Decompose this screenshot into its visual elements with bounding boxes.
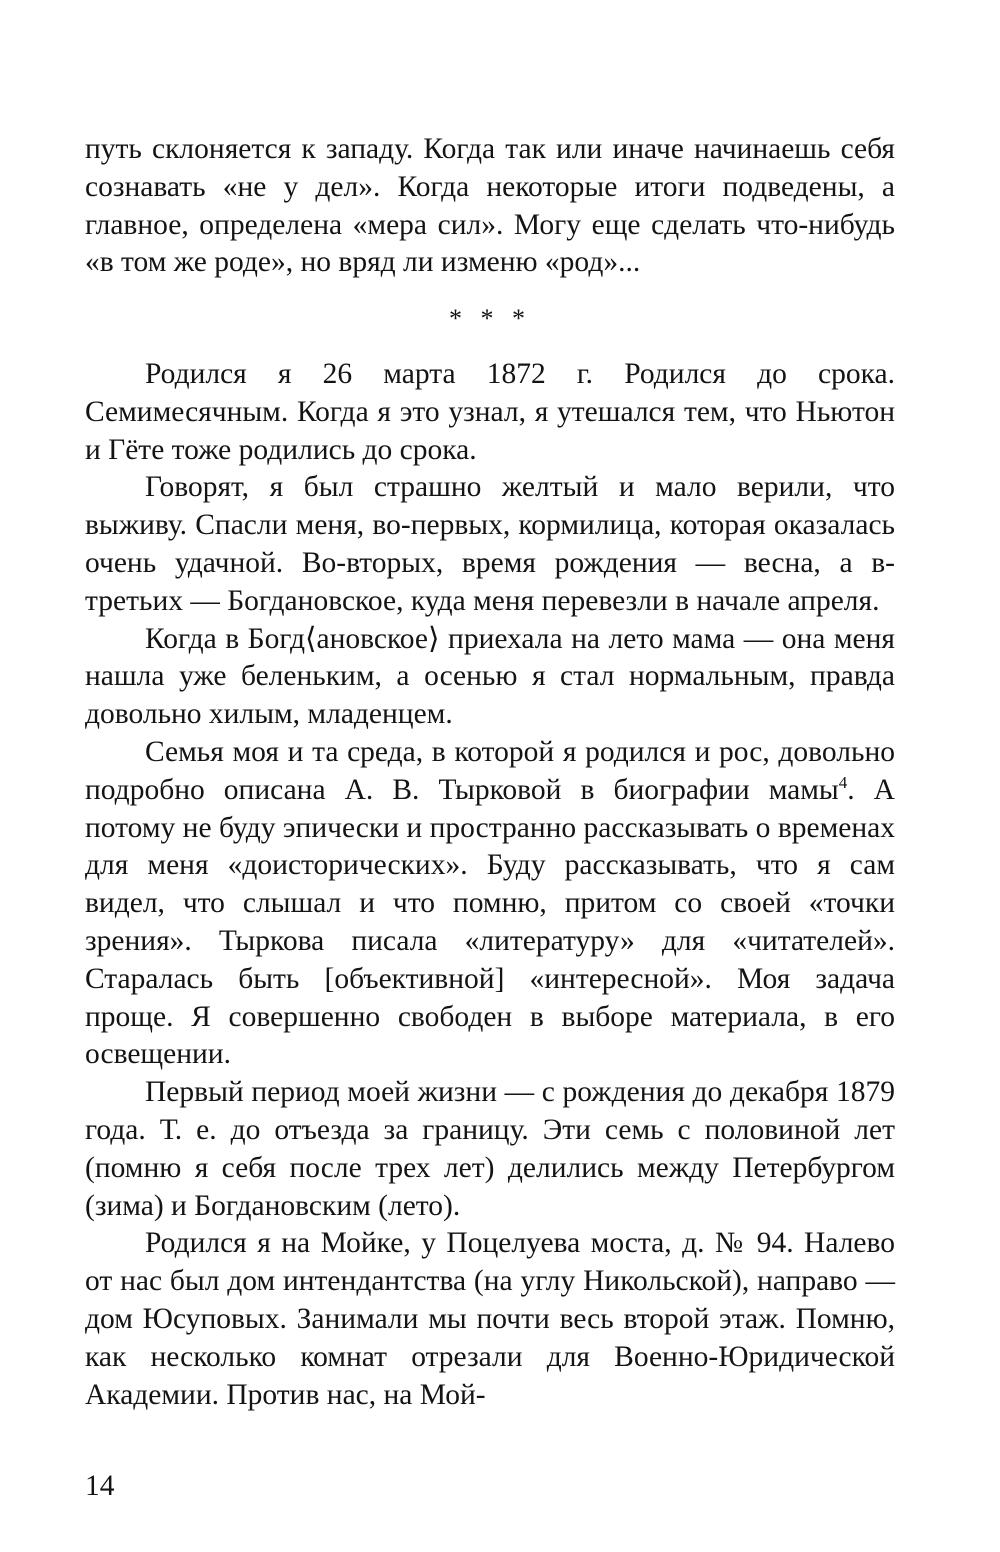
paragraph-continuation: путь склоняется к западу. Когда так или иначе начинаешь себя сознавать «не у дел». Когда некоторые итоги подведены, а главное, определена «мера сил». Могу еще сделать что-нибудь «в том же роде», но вряд ли изменю «род»... — [85, 133, 895, 279]
paragraph: Родился я на Мойке, у Поцелуева моста, д. № 94. Налево от нас был дом интендантства (на углу Никольской), направо — дом Юсуповых. Занимали мы почти весь второй этаж. Помню, как несколько комнат отрезали для Военно-Юридической Академии. Против нас, на Мой- — [85, 1227, 895, 1411]
paragraph: Говорят, я был страшно желтый и мало верили, что выживу. Спасли меня, во-первых, кормилица, которая оказалась очень удачной. Во-вторых, время рождения — весна, а в-третьих — Богдановское, куда меня перевезли в начале апреля. — [85, 471, 895, 617]
paragraph-with-footnote — [85, 734, 895, 1074]
footnote-reference[interactable]: 4 — [838, 772, 848, 792]
section-separator: * * * — [449, 304, 531, 334]
paragraph: Первый период моей жизни — с рождения до декабря 1879 года. Т. е. до отъезда за границу. Эти семь с половиной лет (помню я себя после трех лет) делились между Петербургом (зима) и Богдановским (лето). — [85, 1076, 895, 1222]
page-number: 14 — [85, 1470, 115, 1502]
paragraph-text-part: . А потому не буду эпически и пространно рассказывать о временах для меня «доисторических». Буду рассказывать, что я сам видел, что слышал и что помню, притом со своей «точки зрения». Тыркова писала «литературу» для «читателей». Старалась быть [объективной] «интересной». Моя задача проще. Я совершенно свободен в выборе материала, в его освещении. — [85, 773, 895, 1071]
paragraph: Когда в Богд⟨ановское⟩ приехала на лето мама — она меня нашла уже беленьким, а осенью я стал нормальным, правда довольно хилым, младенцем. — [85, 622, 895, 731]
paragraph: Родился я 26 марта 1872 г. Родился до срока. Семимесячным. Когда я это узнал, я утешался тем, что Ньютон и Гёте тоже родились до срока. — [85, 357, 895, 466]
body-text — [85, 131, 895, 1414]
paragraph-text-part: Семья моя и та среда, в которой я родился и рос, довольно подробно описана А. В. Тырковой в биографии мамы — [85, 735, 895, 806]
